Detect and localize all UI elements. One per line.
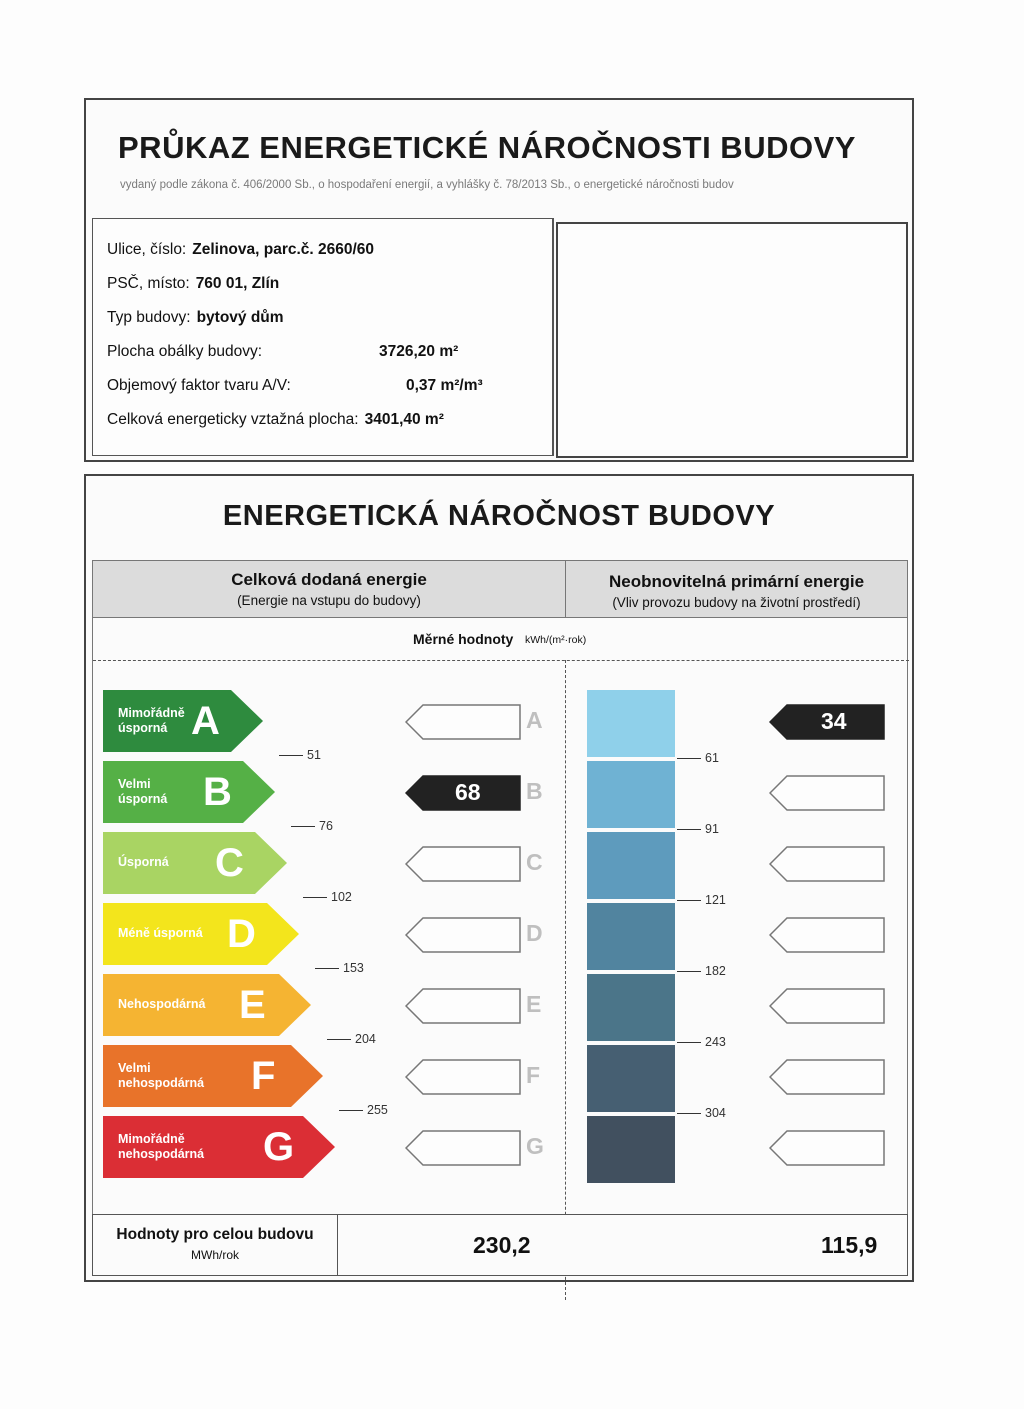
tick-value: 182 (705, 964, 726, 978)
tick-line (677, 758, 701, 759)
class-description: Mimořádně nehospodárná (118, 1132, 205, 1161)
street-row (107, 241, 374, 259)
indicator-outline (405, 1059, 521, 1095)
indicator-outline (405, 846, 521, 882)
street-value: Zelinova, parc.č. 2660/60 (192, 241, 375, 258)
primary-energy-bar-b (587, 761, 675, 828)
class-letter: G (263, 1125, 295, 1169)
tick-value: 204 (355, 1032, 376, 1046)
tick-line (327, 1039, 351, 1040)
delivered-indicator-f (405, 1059, 521, 1095)
primary-indicator-d (769, 917, 885, 953)
class-letter: F (251, 1054, 276, 1098)
totals-row (92, 1214, 908, 1276)
delivered-threshold-153 (315, 961, 364, 975)
primary-energy-subtitle: (Vliv provozu budovy na životní prostředí) (612, 595, 861, 610)
tick-value: 51 (307, 748, 321, 762)
energy-class-g-arrow (103, 1116, 335, 1178)
tick-value: 243 (705, 1035, 726, 1049)
class-letter: E (239, 983, 266, 1027)
delivered-threshold-102 (303, 890, 352, 904)
primary-indicator-a (769, 704, 885, 740)
energy-class-c-arrow (103, 832, 287, 894)
indicator-outline (405, 704, 521, 740)
delivered-energy-title: Celková dodaná energie (231, 570, 427, 589)
building-photo-placeholder (556, 222, 908, 458)
tick-value: 61 (705, 751, 719, 765)
envelope-label: Plocha obálky budovy: (107, 343, 263, 360)
primary-indicator-g (769, 1130, 885, 1166)
certificate-subtitle: vydaný podle zákona č. 406/2000 Sb., o hospodaření energií, a vyhlášky č. 78/2013 Sb., o energetické náročnosti budov (120, 179, 734, 191)
tick-line (677, 829, 701, 830)
primary-energy-bar-g (587, 1116, 675, 1183)
shape-factor-value: 0,37 m²/m³ (406, 377, 483, 394)
primary-threshold-91 (677, 822, 719, 836)
type-value: bytový dům (196, 309, 284, 326)
delivered-indicator-g (405, 1130, 521, 1166)
primary-energy-bar-a (587, 690, 675, 757)
delivered-threshold-255 (339, 1103, 388, 1117)
primary-indicator-b (769, 775, 885, 811)
tick-line (339, 1110, 363, 1111)
tick-value: 91 (705, 822, 719, 836)
delivered-threshold-204 (327, 1032, 376, 1046)
energy-class-b-arrow (103, 761, 275, 823)
tick-line (677, 1113, 701, 1114)
city-value: 760 01, Zlín (195, 275, 280, 292)
tick-line (279, 755, 303, 756)
tick-line (303, 897, 327, 898)
indicator-outline (769, 1059, 885, 1095)
primary-energy-title: Neobnovitelná primární energie (608, 572, 865, 591)
indicator-outline (769, 846, 885, 882)
certificate-title: PRŮKAZ ENERGETICKÉ NÁROČNOSTI BUDOVY (118, 130, 856, 165)
delivered-indicator-letter: G (526, 1133, 544, 1159)
indicator-outline (769, 1130, 885, 1166)
class-description: Velmi nehospodárná (118, 1061, 205, 1090)
class-letter: B (203, 770, 232, 814)
energy-class-e-arrow (103, 974, 311, 1036)
city-label: PSČ, místo: (107, 275, 190, 292)
tick-value: 255 (367, 1103, 388, 1117)
delivered-indicator-d (405, 917, 521, 953)
delivered-threshold-51 (279, 748, 321, 762)
energy-class-f-arrow (103, 1045, 323, 1107)
primary-energy-total: 115,9 (821, 1232, 878, 1258)
primary-indicator-e (769, 988, 885, 1024)
delivered-indicator-letter: C (526, 849, 543, 875)
type-label: Typ budovy: (107, 309, 191, 326)
energy-class-d-arrow (103, 903, 299, 965)
class-description: Mimořádně úsporná (118, 706, 185, 735)
delivered-rating-value: 68 (455, 779, 481, 805)
totals-separator (337, 1215, 338, 1275)
class-description: Nehospodárná (118, 997, 206, 1011)
tick-value: 121 (705, 893, 726, 907)
class-description: Velmi úsporná (118, 777, 168, 806)
tick-value: 76 (319, 819, 333, 833)
tick-line (291, 826, 315, 827)
type-row (107, 309, 284, 327)
column-headers (92, 560, 908, 618)
primary-energy-bar-e (587, 974, 675, 1041)
primary-threshold-304 (677, 1106, 726, 1120)
primary-threshold-61 (677, 751, 719, 765)
floor-area-row (107, 411, 444, 429)
indicator-outline (405, 988, 521, 1024)
class-description: Úsporná (118, 855, 169, 869)
delivered-energy-subtitle: (Energie na vstupu do budovy) (237, 593, 421, 608)
energy-performance (84, 474, 914, 1282)
tick-line (677, 900, 701, 901)
tick-line (315, 968, 339, 969)
shape-factor-label: Objemový faktor tvaru A/V: (107, 377, 291, 394)
totals-label: Hodnoty pro celou budovu (116, 1226, 314, 1243)
primary-indicator-f (769, 1059, 885, 1095)
tick-value: 153 (343, 961, 364, 975)
class-description: Méně úsporná (118, 926, 203, 940)
primary-energy-bar-c (587, 832, 675, 899)
rating-scale (92, 618, 908, 1214)
primary-energy-bar-d (587, 903, 675, 970)
delivered-indicator-c (405, 846, 521, 882)
tick-line (677, 1042, 701, 1043)
tick-line (677, 971, 701, 972)
indicator-outline (769, 775, 885, 811)
delivered-indicator-e (405, 988, 521, 1024)
floor-area-label: Celková energeticky vztažná plocha: (107, 411, 359, 428)
floor-area-value: 3401,40 m² (364, 411, 444, 428)
totals-unit: MWh/rok (191, 1248, 239, 1262)
building-info (92, 218, 554, 456)
delivered-indicator-a (405, 704, 521, 740)
delivered-indicator-letter: B (526, 778, 543, 804)
envelope-value: 3726,20 m² (379, 343, 459, 360)
energy-class-a-arrow (103, 690, 263, 752)
primary-threshold-182 (677, 964, 726, 978)
tick-value: 304 (705, 1106, 726, 1120)
delivered-energy-total: 230,2 (473, 1232, 531, 1258)
class-letter: D (227, 912, 256, 956)
primary-indicator-c (769, 846, 885, 882)
delivered-indicator-letter: D (526, 920, 543, 946)
dashed-column-separator (565, 660, 566, 1300)
delivered-indicator-letter: F (526, 1062, 541, 1088)
indicator-outline (405, 917, 521, 953)
class-letter: A (191, 699, 220, 743)
indicator-outline (769, 988, 885, 1024)
tick-value: 102 (331, 890, 352, 904)
dashed-separator (93, 660, 909, 661)
street-label: Ulice, číslo: (107, 241, 187, 258)
class-letter: C (215, 841, 244, 885)
indicator-outline (769, 917, 885, 953)
primary-energy-bar-f (587, 1045, 675, 1112)
certificate-header (84, 98, 914, 462)
energy-title: ENERGETICKÁ NÁROČNOST BUDOVY (222, 500, 776, 532)
primary-threshold-243 (677, 1035, 726, 1049)
units-value: kWh/(m²·rok) (525, 634, 587, 646)
indicator-outline (405, 1130, 521, 1166)
delivered-indicator-letter: A (526, 707, 543, 733)
units-label: Měrné hodnoty (413, 631, 514, 647)
primary-rating-value: 34 (821, 708, 847, 734)
delivered-indicator-letter: E (526, 991, 542, 1017)
delivered-threshold-76 (291, 819, 333, 833)
city-row (107, 275, 279, 293)
primary-threshold-121 (677, 893, 726, 907)
delivered-indicator-b (405, 775, 521, 811)
